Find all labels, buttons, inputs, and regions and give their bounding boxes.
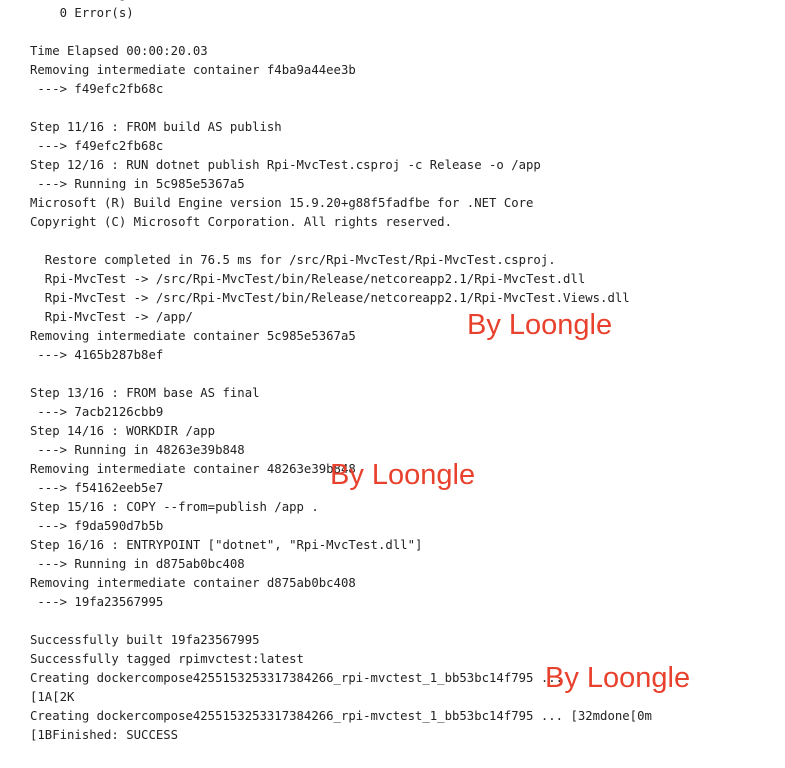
console-line: ---> Running in d875ab0bc408 xyxy=(30,557,245,571)
console-line: ---> Running in 5c985e5367a5 xyxy=(30,177,245,191)
console-line: ---> f54162eeb5e7 xyxy=(30,481,164,495)
console-line: Time Elapsed 00:00:20.03 xyxy=(30,44,208,58)
console-line: ---> f9da590d7b5b xyxy=(30,519,164,533)
console-line: Microsoft (R) Build Engine version 15.9.20+g88f5fadfbe for .NET Core xyxy=(30,196,534,210)
console-line: Copyright (C) Microsoft Corporation. All rights reserved. xyxy=(30,215,452,229)
console-line: ---> 7acb2126cbb9 xyxy=(30,405,164,419)
watermark-text: By Loongle xyxy=(467,309,613,341)
console-line: Successfully tagged rpimvctest:latest xyxy=(30,652,304,666)
console-line: Creating dockercompose4255153253317384266_rpi-mvctest_1_bb53bc14f795 ... [32mdone[0m xyxy=(30,709,652,723)
console-line: Removing intermediate container 48263e39b848 xyxy=(30,462,356,476)
console-line: Step 16/16 : ENTRYPOINT ["dotnet", "Rpi-MvcTest.dll"] xyxy=(30,538,423,552)
console-line: ---> f49efc2fb68c xyxy=(30,139,164,153)
console-line: Step 14/16 : WORKDIR /app xyxy=(30,424,216,438)
console-line: 0 Error(s) xyxy=(30,6,134,20)
console-line xyxy=(30,612,652,631)
console-line xyxy=(30,232,652,251)
console-line: Step 15/16 : COPY --from=publish /app . xyxy=(30,500,319,514)
console-line: Rpi-MvcTest -> /src/Rpi-MvcTest/bin/Release/netcoreapp2.1/Rpi-MvcTest.dll xyxy=(30,272,586,286)
console-line: Step 13/16 : FROM base AS final xyxy=(30,386,260,400)
console-line: Rpi-MvcTest -> /app/ xyxy=(30,310,193,324)
console-line: Removing intermediate container f4ba9a44ee3b xyxy=(30,63,356,77)
console-output xyxy=(30,0,652,745)
console-line: Successfully built 19fa23567995 xyxy=(30,633,260,647)
console-line xyxy=(30,23,652,42)
console-line xyxy=(30,365,652,384)
console-line: ---> 19fa23567995 xyxy=(30,595,164,609)
console-line: ---> f49efc2fb68c xyxy=(30,82,164,96)
watermark-text: By Loongle xyxy=(330,459,476,491)
console-line xyxy=(30,99,652,118)
console-line: Removing intermediate container 5c985e5367a5 xyxy=(30,329,356,343)
console-line: Restore completed in 76.5 ms for /src/Rpi-MvcTest/Rpi-MvcTest.csproj. xyxy=(30,253,556,267)
console-line: ---> Running in 48263e39b848 xyxy=(30,443,245,457)
console-line: [1BFinished: SUCCESS xyxy=(30,728,179,742)
console-line: [1A[2K xyxy=(30,690,75,704)
console-line: Removing intermediate container d875ab0bc408 xyxy=(30,576,356,590)
console-line: Rpi-MvcTest -> /src/Rpi-MvcTest/bin/Release/netcoreapp2.1/Rpi-MvcTest.Views.dll xyxy=(30,291,630,305)
console-line: Step 11/16 : FROM build AS publish xyxy=(30,120,282,134)
watermark-text: By Loongle xyxy=(545,662,691,694)
console-line: Step 12/16 : RUN dotnet publish Rpi-MvcTest.csproj -c Release -o /app xyxy=(30,158,541,172)
console-line: Creating dockercompose4255153253317384266_rpi-mvctest_1_bb53bc14f795 ... xyxy=(30,671,564,685)
console-line: ---> 4165b287b8ef xyxy=(30,348,164,362)
